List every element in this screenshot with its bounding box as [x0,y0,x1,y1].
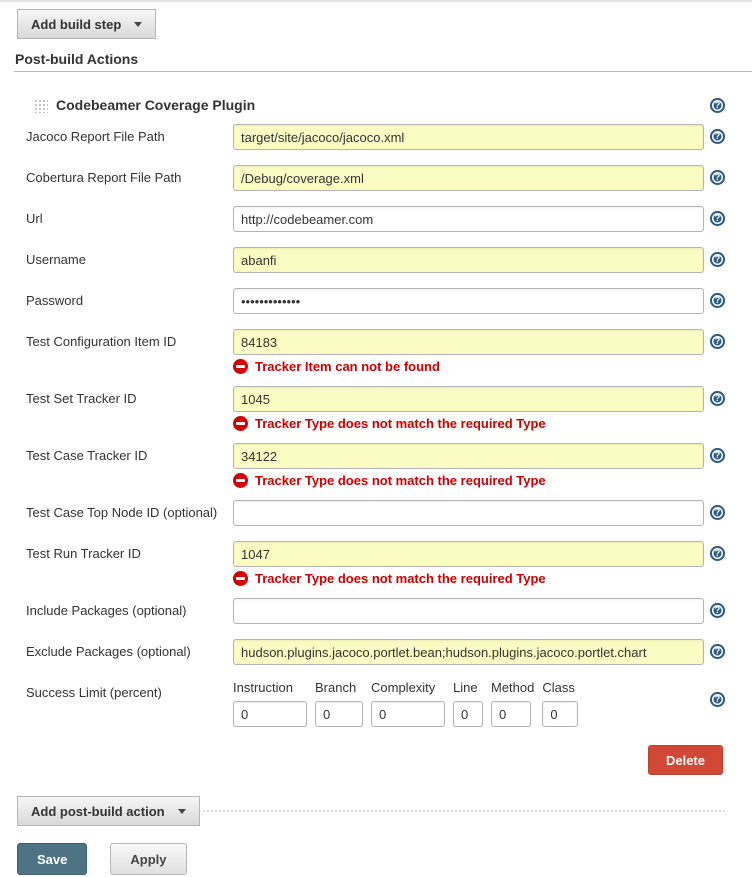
field-label: Test Set Tracker ID [26,391,137,406]
metric-input[interactable] [315,701,363,727]
text-input[interactable] [233,288,704,314]
field-cell [233,443,704,488]
field-cell [233,206,704,232]
form-row [0,124,752,150]
metric-header: Line [453,680,478,695]
validation-error [233,571,704,586]
field-label: Username [26,252,86,267]
field-cell [233,329,704,374]
minus-circle-icon [233,359,248,374]
field-cell [233,247,704,273]
add-post-build-action-label: Add post-build action [31,803,165,819]
heading-rule [14,71,752,72]
help-icon[interactable]: ? [710,505,725,520]
success-limit-row [0,680,752,727]
add-post-build-action-button[interactable] [17,796,200,826]
form-row [0,247,752,273]
metric-input[interactable] [371,701,445,727]
save-button[interactable]: Save [17,843,87,875]
success-limit-column [542,680,578,727]
field-label: Cobertura Report File Path [26,170,182,185]
metric-header: Method [491,680,535,695]
validation-error-text: Tracker Item can not be found [255,359,440,374]
field-cell [233,386,704,431]
metric-header: Branch [315,680,357,695]
field-cell [233,541,704,586]
form-row [0,329,752,374]
help-icon[interactable]: ? [710,546,725,561]
help-icon[interactable]: ? [710,603,725,618]
text-input[interactable] [233,247,704,273]
validation-error [233,473,704,488]
validation-error-text: Tracker Type does not match the required Type [255,473,546,488]
form-row [0,443,752,488]
text-input[interactable] [233,165,704,191]
metric-input[interactable] [453,701,483,727]
text-input[interactable] [233,386,704,412]
text-input[interactable] [233,639,704,665]
minus-circle-icon [233,571,248,586]
delete-row [0,745,752,775]
field-label: Exclude Packages (optional) [26,644,191,659]
text-input[interactable] [233,329,704,355]
field-label: Test Configuration Item ID [26,334,177,349]
validation-error-text: Tracker Type does not match the required Type [255,416,546,431]
field-cell [233,639,704,665]
success-limit-column [371,680,445,727]
text-input[interactable] [233,598,704,624]
help-icon[interactable]: ? [710,129,725,144]
post-build-actions-heading: Post-build Actions [15,51,139,67]
field-label: Test Case Tracker ID [26,448,148,463]
help-icon[interactable]: ? [710,692,725,707]
chevron-down-icon [134,22,142,27]
minus-circle-icon [233,416,248,431]
top-divider [0,0,752,2]
metric-input[interactable] [491,701,531,727]
field-label: Password [26,293,84,308]
metric-header: Class [542,680,575,695]
plugin-title: Codebeamer Coverage Plugin [56,97,256,113]
form-row [0,288,752,314]
form-row [0,386,752,431]
success-limit-column [315,680,363,727]
success-limit-column [233,680,307,727]
bottom-action-bar [17,843,752,875]
form-row [0,206,752,232]
help-icon[interactable]: ? [710,293,725,308]
metric-header: Instruction [233,680,293,695]
text-input[interactable] [233,541,704,567]
success-limit-column [453,680,483,727]
metric-header: Complexity [371,680,436,695]
help-icon[interactable]: ? [710,448,725,463]
field-label: Success Limit (percent) [26,685,162,700]
chevron-down-icon [178,809,186,814]
field-label: Jacoco Report File Path [26,129,165,144]
help-icon[interactable]: ? [710,391,725,406]
help-icon[interactable]: ? [710,252,725,267]
help-icon[interactable]: ? [710,644,725,659]
add-build-step-label: Add build step [31,16,122,32]
help-icon[interactable]: ? [710,211,725,226]
codebeamer-plugin-section [0,97,752,775]
validation-error [233,359,704,374]
form-row [0,639,752,665]
validation-error [233,416,704,431]
success-limit-columns [233,680,704,727]
text-input[interactable] [233,500,704,526]
drop-zone-divider [203,810,725,812]
text-input[interactable] [233,124,704,150]
form-row [0,541,752,586]
field-label: Test Run Tracker ID [26,546,141,561]
help-icon[interactable]: ? [710,334,725,349]
form-row [0,165,752,191]
field-label: Test Case Top Node ID (optional) [26,505,218,520]
minus-circle-icon [233,473,248,488]
metric-input[interactable] [542,701,578,727]
field-cell [233,288,704,314]
success-limit-column [491,680,534,727]
help-icon[interactable]: ? [710,98,725,113]
add-post-build-row [17,796,725,826]
field-cell [233,500,704,526]
form-row [0,500,752,526]
text-input[interactable] [233,206,704,232]
validation-error-text: Tracker Type does not match the required Type [255,571,546,586]
drag-handle-icon[interactable] [33,98,48,113]
field-cell [233,124,704,150]
apply-button[interactable]: Apply [110,843,186,875]
text-input[interactable] [233,443,704,469]
field-cell [233,165,704,191]
plugin-header [33,97,725,113]
metric-input[interactable] [233,701,307,727]
add-build-step-button[interactable] [17,9,156,39]
help-icon[interactable]: ? [710,170,725,185]
field-label: Url [26,211,43,226]
form-row [0,598,752,624]
delete-button[interactable]: Delete [648,745,723,775]
field-cell [233,598,704,624]
field-label: Include Packages (optional) [26,603,187,618]
